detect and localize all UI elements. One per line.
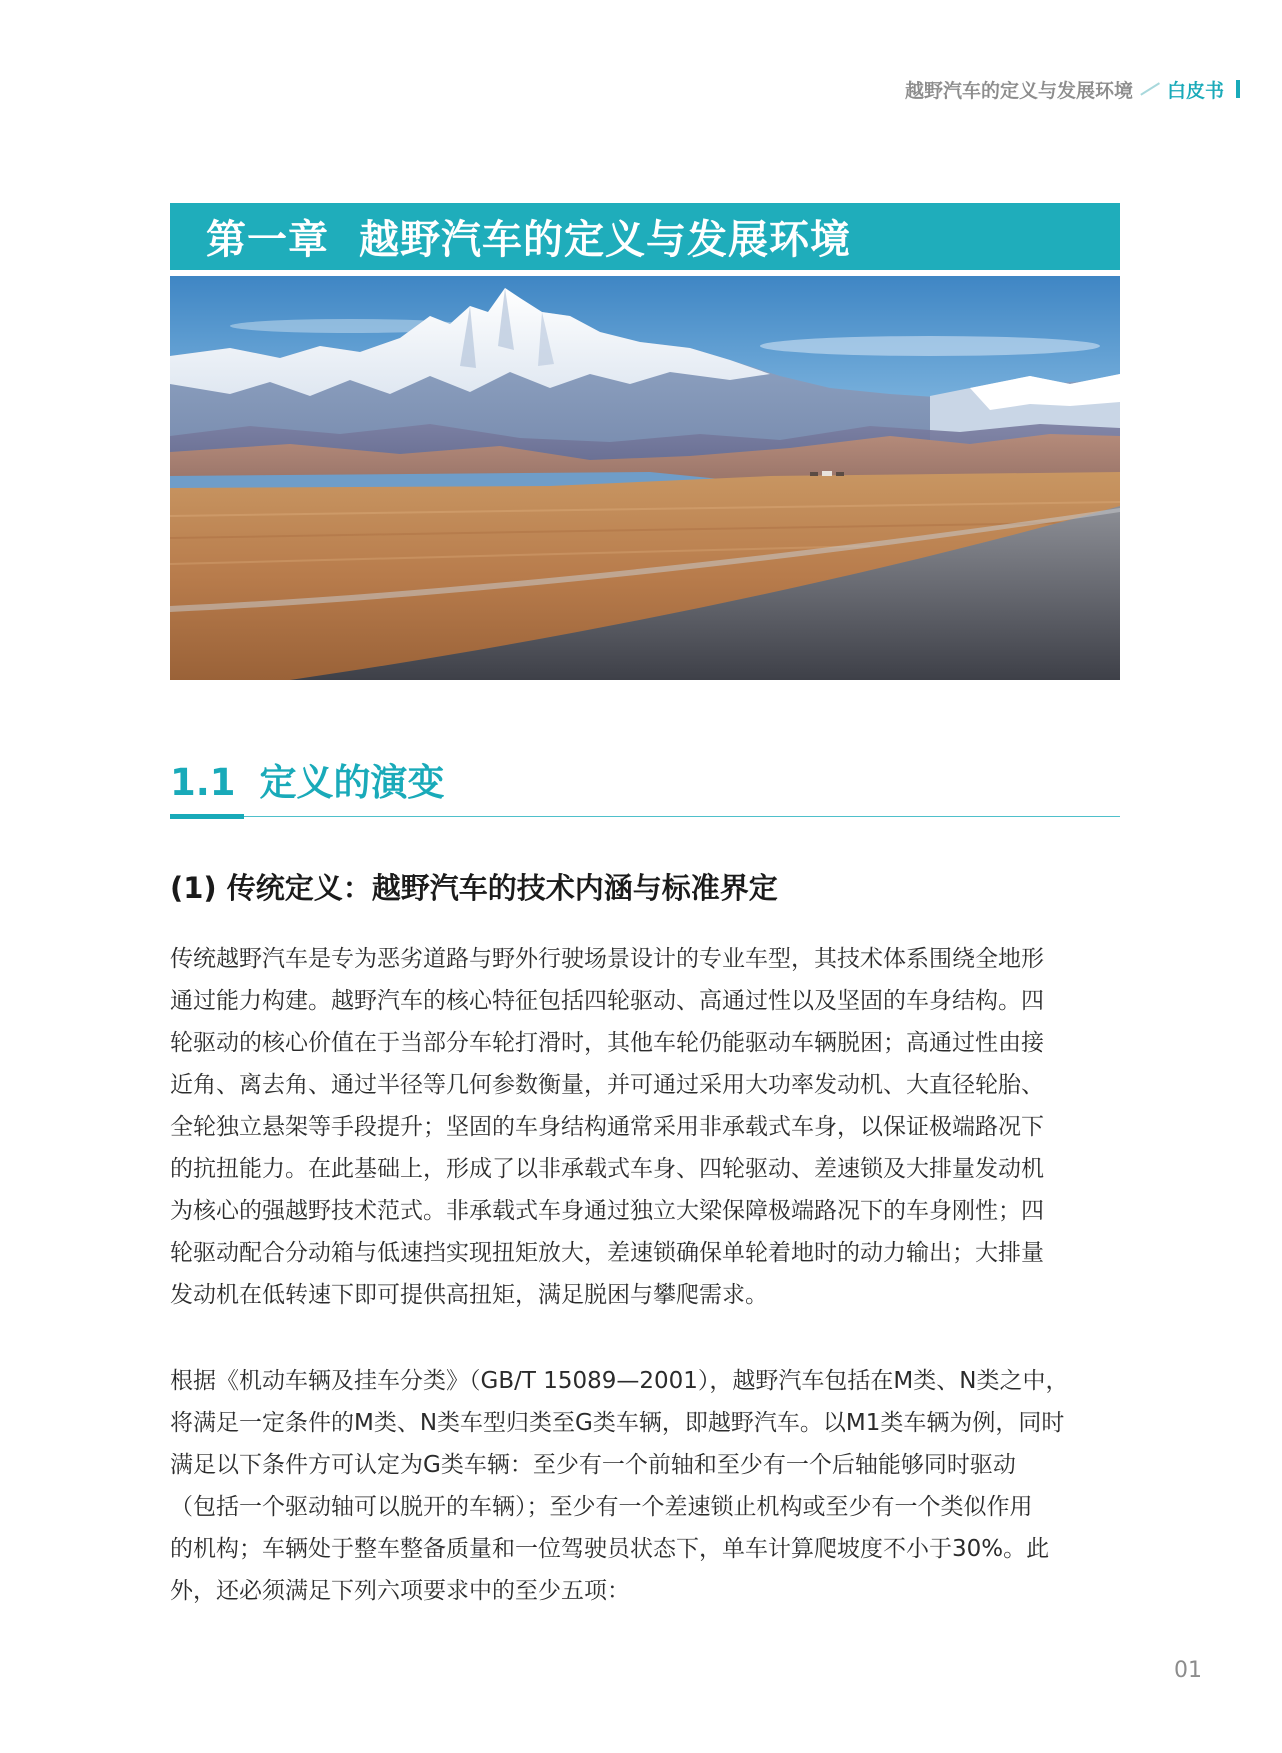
paragraph-line: 的机构；车辆处于整车整备质量和一位驾驶员状态下，单车计算爬坡度不小于30%。此 — [170, 1536, 1050, 1562]
header-divider — [1140, 83, 1159, 96]
paragraph-line: 近角、离去角、通过半径等几何参数衡量，并可通过采用大功率发动机、大直径轮胎、 — [170, 1072, 1044, 1098]
paragraph-line: 发动机在低转速下即可提供高扭矩，满足脱困与攀爬需求。 — [170, 1282, 768, 1308]
paragraph-line: 通过能力构建。越野汽车的核心特征包括四轮驱动、高通过性以及坚固的车身结构。四 — [170, 988, 1044, 1014]
chapter-banner — [170, 203, 1120, 273]
body-paragraph-1 — [170, 938, 1120, 1316]
running-header — [905, 74, 1240, 104]
section-divider — [170, 816, 1120, 817]
paragraph-line: 为核心的强越野技术范式。非承载式车身通过独立大梁保障极端路况下的车身刚性；四 — [170, 1198, 1044, 1224]
paragraph-line: 的抗扭能力。在此基础上，形成了以非承载式车身、四轮驱动、差速锁及大排量发动机 — [170, 1156, 1044, 1182]
paragraph-line: 传统越野汽车是专为恶劣道路与野外行驶场景设计的专业车型，其技术体系围绕全地形 — [170, 946, 1044, 972]
paragraph-line: 外，还必须满足下列六项要求中的至少五项： — [170, 1578, 630, 1604]
paragraph-line: （包括一个驱动轴可以脱开的车辆）；至少有一个差速锁止机构或至少有一个类似作用 — [170, 1494, 1033, 1520]
page-number: 01 — [1174, 1658, 1202, 1683]
header-accent-bar — [1236, 80, 1240, 98]
chapter-title-text: 越野汽车的定义与发展环境 — [359, 217, 851, 263]
paragraph-line: 轮驱动的核心价值在于当部分车轮打滑时，其他车轮仍能驱动车辆脱困；高通过性由接 — [170, 1030, 1044, 1056]
running-header-title: 越野汽车的定义与发展环境 — [904, 79, 1133, 102]
paragraph-line: 满足以下条件方可认定为G类车辆：至少有一个前轴和至少有一个后轴能够同时驱动 — [170, 1452, 1016, 1478]
section-divider-accent — [170, 814, 244, 819]
hero-image — [170, 276, 1120, 680]
subsection-heading: (1) 传统定义：越野汽车的技术内涵与标准界定 — [170, 871, 778, 905]
body-paragraph-2 — [170, 1360, 1120, 1612]
paragraph-line: 全轮独立悬架等手段提升；坚固的车身结构通常采用非承载式车身，以保证极端路况下 — [170, 1114, 1044, 1140]
running-header-doc-type: 白皮书 — [1166, 79, 1224, 102]
chapter-title — [206, 208, 851, 265]
section-title-text: 定义的演变 — [259, 761, 445, 804]
paragraph-line: 轮驱动配合分动箱与低速挡实现扭矩放大，差速锁确保单轮着地时的动力输出；大排量 — [170, 1240, 1044, 1266]
chapter-number-label: 第一章 — [206, 217, 329, 263]
section-title — [170, 752, 445, 806]
paragraph-line: 将满足一定条件的M类、N类车型归类至G类车辆，即越野汽车。以M1类车辆为例，同时 — [170, 1410, 1065, 1436]
section-heading — [170, 752, 1120, 818]
paragraph-line: 根据《机动车辆及挂车分类》（GB/T 15089—2001），越野汽车包括在M类、N类之中， — [170, 1368, 1069, 1394]
section-number: 1.1 — [170, 761, 236, 804]
